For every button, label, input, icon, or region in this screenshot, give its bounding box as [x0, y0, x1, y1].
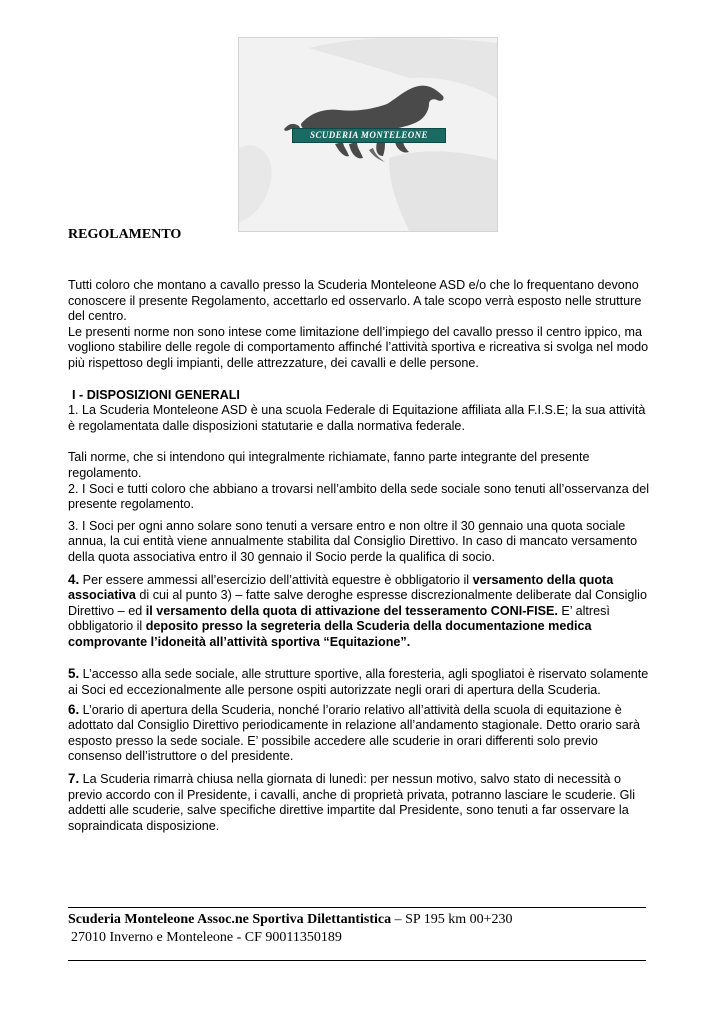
rule-emphasis: deposito presso la segreteria della Scuderia della documentazione medica comprovante l’idoneità all’attività sportiva “Equitazione”.	[68, 619, 592, 649]
section-title: I - DISPOSIZIONI GENERALI	[72, 387, 240, 402]
logo	[238, 37, 498, 232]
document-body	[68, 278, 652, 834]
rule-item-5	[68, 666, 652, 698]
rule-number: 7.	[68, 771, 80, 787]
rule-text: E’ altresì obbligatorio il	[68, 603, 610, 634]
footer-divider	[68, 960, 646, 961]
rule-item-4	[68, 572, 652, 651]
org-address: – SP 195 km 00+230	[391, 912, 513, 927]
rule-item-3: 3. I Soci per ogni anno solare sono tenuti a versare entro e non oltre il 30 gennaio una quota sociale annua, la cui entità viene annualmente stabilita dal Consiglio Direttivo. In caso di mancato versamento della quota associativa entro il 30 gennaio il Socio perde la qualifica di socio.	[68, 518, 638, 564]
intro-paragraph: Tutti coloro che montano a cavallo presso la Scuderia Monteleone ASD e/o che lo frequentano devono conoscere il presente Regolamento, accettarlo ed osservarlo. A tale scopo verrà esposto nelle strutture del centro.	[68, 278, 642, 324]
logo-banner: SCUDERIA MONTELEONE	[292, 128, 446, 143]
footer-line-1	[68, 911, 658, 929]
footer-line-2: 27010 Inverno e Monteleone - CF 90011350189	[71, 930, 342, 945]
rule-item-7	[68, 771, 652, 834]
rule-number: 5.	[68, 666, 80, 682]
rule-text: La Scuderia rimarrà chiusa nella giornata di lunedì: per nessun motivo, salvo stato di necessità o previo accordo con il Presidente, i cavalli, anche di proprietà privata, potranno lasciare le scuderie. Gli addetti alle scuderie, salve specifiche direttive impartite dal Presidente, sono tenuti a far osservare la sopraindicata disposizione.	[68, 772, 636, 833]
rule-number: 6.	[68, 701, 80, 717]
rule-emphasis: versamento della quota associativa	[68, 572, 614, 603]
rule-text: Per essere ammessi all’esercizio dell’attività equestre è obbligatorio il	[79, 572, 473, 587]
rule-text: di cui al punto 3) – fatte salve deroghe espresse discrezionalmente deliberate dal Consiglio Direttivo – ed	[68, 588, 647, 618]
rule-text: L’accesso alla sede sociale, alle strutture sportive, alla foresteria, agli spogliatoi è riservato solamente ai Soci ed eccezionalmente alle persone ospiti autorizzate negli orari di apertura della Scuderia.	[68, 667, 649, 698]
footer-divider	[68, 907, 646, 908]
rule-item-2: 2. I Soci e tutti coloro che abbiano a trovarsi nell’ambito della sede sociale sono tenuti all’osservanza del presente regolamento.	[68, 481, 650, 512]
rule-emphasis: il versamento della quota di attivazione del tesseramento CONI-FISE.	[145, 603, 558, 618]
page-title: REGOLAMENTO	[68, 227, 182, 242]
rule-text: L’orario di apertura della Scuderia, nonché l’orario relativo all’attività della scuola di equitazione è adottato dal Consiglio Direttivo periodicamente in relazione all’andamento stagionale. Detto orario sarà esposto presso la sede sociale. E’ possibile accedere alle scuderie in orari differenti solo previo consenso dell’istruttore o del presidente.	[68, 702, 640, 764]
intro-paragraph: Le presenti norme non sono intese come limitazione dell’impiego del cavallo presso il centro ippico, ma vogliono stabilire delle regole di comportamento affinché l’attività sportiva e ricreativa si svolga nel modo più rispettoso degli impianti, delle attrezzature, dei cavalli e delle persone.	[68, 324, 649, 370]
rule-item-1: 1. La Scuderia Monteleone ASD è una scuola Federale di Equitazione affiliata alla F.I.S.E; la sua attività è regolamentata dalle disposizioni statutarie e dalla normativa federale.	[68, 403, 646, 433]
norms-paragraph: Tali norme, che si intendono qui integralmente richiamate, fanno parte integrante del presente regolamento.	[68, 450, 590, 480]
rule-number: 4.	[68, 571, 80, 587]
org-name: Scuderia Monteleone Assoc.ne Sportiva Dilettantistica	[68, 912, 392, 927]
footer	[68, 911, 658, 947]
rule-item-6	[68, 702, 652, 765]
